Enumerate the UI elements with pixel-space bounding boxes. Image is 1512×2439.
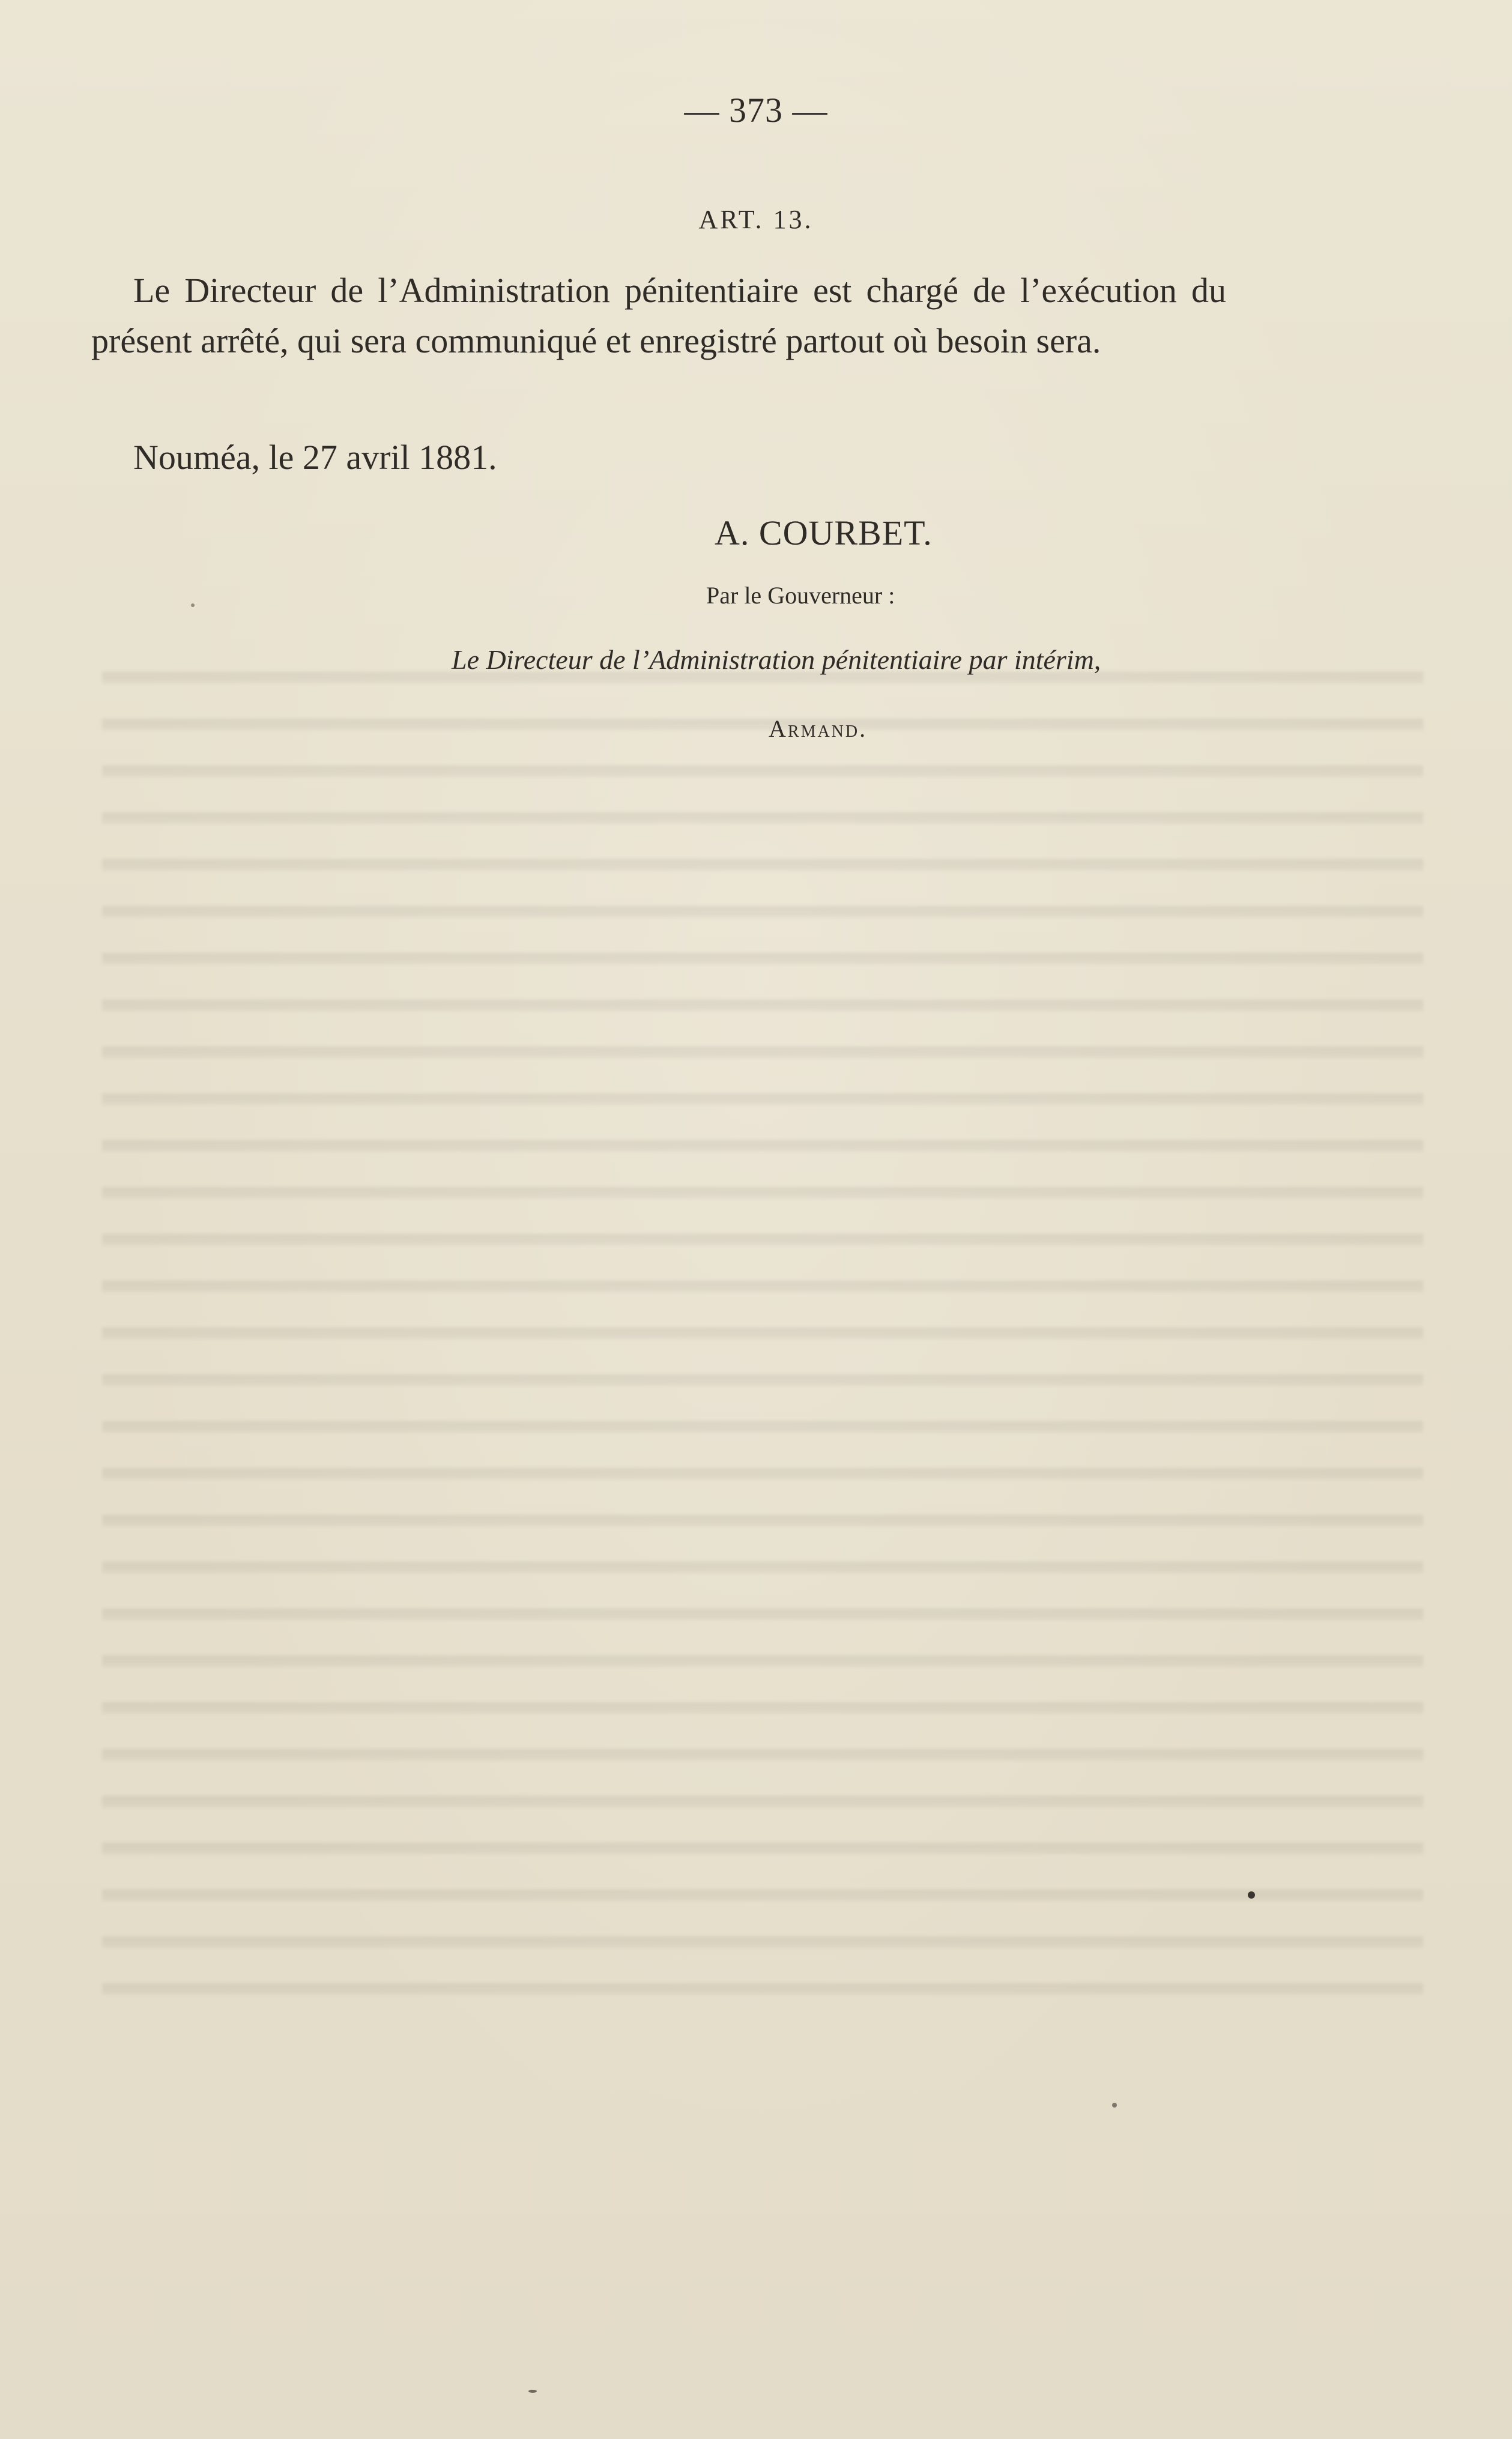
ink-speck <box>191 603 195 607</box>
ink-speck <box>528 2390 537 2393</box>
article-body <box>91 265 1226 366</box>
article-heading: ART. 13. <box>698 205 814 234</box>
ink-speck <box>1112 2103 1117 2108</box>
signature-courbet: A. COURBET. <box>715 513 933 552</box>
show-through-text <box>102 648 1423 1999</box>
by-governor-line: Par le Gouverneur : <box>706 582 895 609</box>
article-paragraph: Le Directeur de l’Administration pénitentiaire est chargé de l’exécution du présent arrêté, qui sera communiqué et enregistré partout où besoin sera. <box>91 271 1226 360</box>
ink-speck <box>1248 1891 1255 1899</box>
dateline: Nouméa, le 27 avril 1881. <box>133 438 497 477</box>
director-title-line: Le Directeur de l’Administration pénitentiaire par intérim, <box>452 644 1101 675</box>
signature-armand: Armand. <box>769 715 868 742</box>
page-number: — 373 — <box>684 91 828 130</box>
